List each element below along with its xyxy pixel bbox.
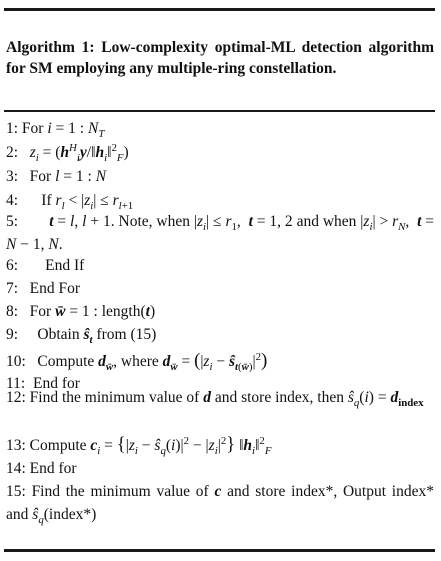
- step-10: 10: Compute $d_{w̄}$, where $d_{w̄} = (|z_i$ − $ŝ_{t(w̄)}|^2$): [6, 350, 268, 374]
- step-13: 13: Compute $c_i = \{|z_i$ − $ŝ_q(i)|^2 - |z_i|^2$} $‖h_i‖^2_F$: [6, 434, 272, 458]
- step-2: 2: $z_i$ = $(h^H_iy/‖h_i‖^2_F)$: [6, 141, 129, 165]
- caption-label: Algorithm 1:: [6, 39, 95, 56]
- step-14: 14: End for: [6, 460, 77, 477]
- caption-rule: [4, 110, 435, 112]
- step-6: 6: End If: [6, 257, 85, 274]
- step-12: 12: Find the minimum value of d and store index, then $ŝ_q(i) = d_{index}$: [6, 389, 424, 410]
- step-11: 11: End for: [6, 375, 80, 392]
- bottom-rule: [4, 549, 435, 552]
- step-3: 3: For l = 1 : N: [6, 168, 107, 185]
- step-5: 5: t = l, l + 1. Note, when $|z_i| \le r_1$, t = 1, 2 and when $|z_i| > r_N$, t = N − 1, N.: [6, 213, 435, 253]
- step-9: 9: Obtain $ŝ_t$ from (15): [6, 326, 157, 347]
- caption-text: Low-complexity optimal-ML detection algorithm for SM employing any multiple-ring constellation.: [6, 39, 434, 77]
- step-15: 15: Find the minimum value of c and store index*, Output index* and $ŝ_q(index*)$: [6, 483, 434, 527]
- step-8: 8: For w̄ = 1 : length(t): [6, 303, 156, 320]
- algorithm-caption: [6, 38, 434, 79]
- step-1: 1: For i = 1 : $N_T$: [6, 120, 105, 141]
- step-4: 4: If $r_l < |z_i| \le r_{l+1}$: [6, 192, 134, 213]
- step-7: 7: End For: [6, 280, 81, 297]
- top-rule: [4, 8, 435, 11]
